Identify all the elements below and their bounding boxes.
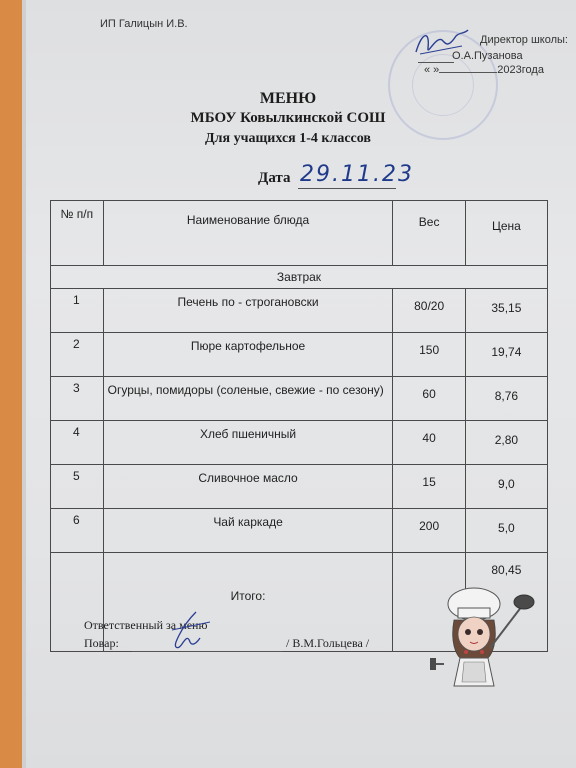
row-num: 3	[51, 377, 104, 421]
row-price: 2,80	[465, 421, 547, 465]
row-num: 1	[51, 289, 104, 333]
menu-title: МЕНЮ	[259, 90, 317, 107]
approval-year: 2023года	[497, 64, 544, 76]
row-dish: Сливочное масло	[103, 465, 393, 509]
table-row	[51, 289, 548, 333]
total-label: Итого:	[103, 553, 393, 652]
table-header-row	[51, 201, 548, 266]
row-dish: Печень по - строгановски	[103, 289, 393, 333]
row-price: 19,74	[465, 333, 547, 377]
table-row	[51, 465, 548, 509]
row-dish: Хлеб пшеничный	[103, 421, 393, 465]
row-weight: 15	[393, 465, 465, 509]
table-row	[51, 377, 548, 421]
grade-group: Для учащихся 1-4 классов	[205, 131, 371, 146]
row-dish: Пюре картофельное	[103, 333, 393, 377]
cook-label: Повар:	[84, 636, 119, 650]
row-price: 9,0	[465, 465, 547, 509]
section-row	[51, 266, 548, 289]
row-dish: Чай каркаде	[103, 509, 393, 553]
date-line	[298, 188, 396, 189]
header-price: Цена	[465, 201, 547, 266]
row-price: 8,76	[465, 377, 547, 421]
header-num: № п/п	[51, 201, 104, 266]
table-row	[51, 421, 548, 465]
school-name: МБОУ Ковылкинской СОШ	[190, 110, 386, 126]
row-num: 5	[51, 465, 104, 509]
date-value: 29.11.23	[300, 162, 414, 187]
row-dish: Огурцы, помидоры (соленые, свежие - по сезону)	[103, 377, 393, 421]
row-price: 5,0	[465, 509, 547, 553]
header-weight: Вес	[393, 201, 465, 266]
row-num: 6	[51, 509, 104, 553]
chef-girl-illustration	[430, 582, 550, 694]
cook-name: / В.М.Гольцева /	[286, 636, 370, 650]
approval-name: О.А.Пузанова	[452, 50, 523, 62]
approval-date-prefix: « »	[424, 64, 440, 76]
approval-date	[424, 64, 544, 76]
row-weight: 80/20	[393, 289, 465, 333]
row-num: 4	[51, 421, 104, 465]
approval-name-line	[418, 62, 454, 63]
row-weight: 200	[393, 509, 465, 553]
header-name: Наименование блюда	[103, 201, 393, 266]
table-row	[51, 333, 548, 377]
row-weight: 40	[393, 421, 465, 465]
row-num: 2	[51, 333, 104, 377]
row-price: 35,15	[465, 289, 547, 333]
cook-signature	[160, 608, 218, 656]
row-weight: 150	[393, 333, 465, 377]
org-name: ИП Галицын И.В.	[100, 18, 188, 30]
row-weight: 60	[393, 377, 465, 421]
section-breakfast: Завтрак	[51, 266, 548, 289]
responsible-label: Ответственный за меню	[84, 618, 208, 632]
total-value: 80,45	[465, 553, 547, 652]
table-row	[51, 509, 548, 553]
approval-title: Директор школы:	[480, 34, 568, 46]
date-label: Дата	[258, 170, 291, 186]
